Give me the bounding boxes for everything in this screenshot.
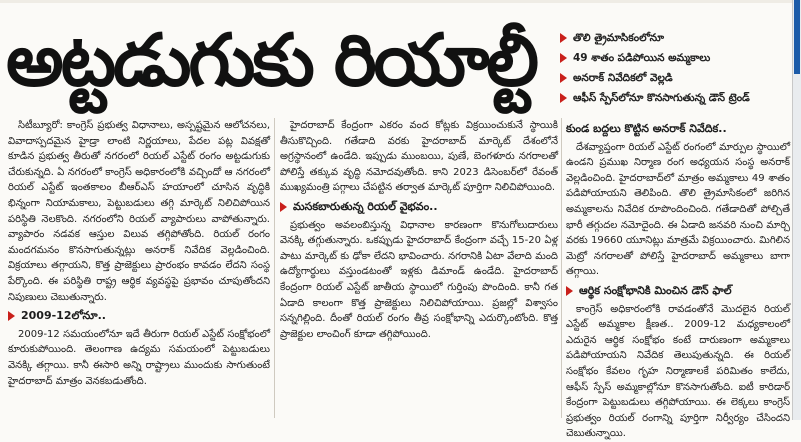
- headline: అట్టడుగుకు రియాల్టీ: [6, 18, 537, 102]
- adjacent-page-strip: [792, 0, 801, 420]
- column-divider: [274, 118, 275, 418]
- subheading: ఆర్థిక సంక్షోభానికి మించిన డౌన్ ఫాల్: [566, 283, 790, 299]
- bullet-triangle-icon: [280, 202, 287, 212]
- body-paragraph: 2009-12 సమయంలోనూ ఇదే తీరుగా రియల్ ఎస్టేట్ సంక్షోభంలో కూరుకుపోయింది. తెలంగాణ ఉద్యమ సమయంలో పెట్టుబడులు వెనక్కి తగ్గాయి. కానీ ఈసారి అన్ని రాష్ట్రాలు ముందుకు సాగుతుంటే హైదరాబాద్ మాత్రం వెనకబడుతోంది.: [8, 328, 270, 387]
- subheading: కుండ బద్దలు కొట్టిన అనరాక్ నివేదిక..: [566, 122, 727, 135]
- bullet-triangle-icon: [560, 73, 567, 83]
- deck-line: తొలి త్రైమాసికంలోనూ: [560, 28, 782, 48]
- column-1: [8, 118, 270, 418]
- bullet-triangle-icon: [566, 286, 573, 296]
- deck-line: అనరాక్ నివేదికలో వెల్లడి: [560, 68, 782, 88]
- deck-line: 49 శాతం పడిపోయిన అమ్మకాలు: [560, 48, 782, 68]
- bullet-triangle-icon: [560, 93, 567, 103]
- column-divider: [561, 118, 562, 418]
- body-paragraph: హైదరాబాద్ కేంద్రంగా ఎకరం వంద కోట్లకు విక్రయించుకునే స్థాయికి తీసుకొచ్చింది. గతేడాది వరకు హైదరాబాద్ మార్కెట్ దేశంలోనే అగ్రస్థానంలో ఉండేది. ఇప్పుడు ముంబయి, పుణే, బెంగళూరు నగరాలతో పోలిస్తే తక్కువ వృద్ధి నమోదవుతోంది. కాని 2023 డిసెంబర్‌లో రేవంత్ ముఖ్యమంత్రి పగ్గాలు చేపట్టిన తర్వాత మార్కెట్ పూర్తిగా నిలిచిపోయింది.: [280, 120, 558, 194]
- body-paragraph: సిటీబ్యూరో: కాంగ్రెస్ ప్రభుత్వ విధానాలు, అస్పష్టమైన ఆలోచనలు, వివాదాస్పదమైన హైడ్రా లాంటి నిర్ణయాలు, పేదల పట్ల వివక్షతో కూడిన ప్రభుత్వ తీరుతో నగరంలో రియల్ ఎస్టేట్ రంగం అట్టడుగుకు చేరుకున్నది. ఏ నగరంలో కాంగ్రెస్ అధికారంలోకి వచ్చిందో ఆ నగరంలో రియల్ ఎస్టేట్ ఇంతకాలం బీఆర్ఎస్ హయాంలో చూసిన వృద్ధికి భిన్నంగా నియామకాలు, పెట్టుబడులు తగ్గి మార్కెట్ నిలిచిపోయిన పరిస్థితి నెలకొంది. నగరంలోని రియల్ వ్యాపారులు వాపోతున్నారు. వ్యాపారం నడవక ఆస్తుల విలువ తగ్గిపోతోంది. రియల్ రంగం మందగమనం కొనసాగుతున్నట్లు అనరాక్ నివేదిక వెల్లడించింది. విక్రయాలు తగ్గాయని, కొత్త ప్రాజెక్టులు ప్రారంభం కావడం లేదని సంస్థ పేర్కొంది. ఈ పరిస్థితి రాష్ట్ర ఆర్థిక వ్యవస్థపై ప్రభావం చూపుతోందని నిపుణులు చెబుతున్నారు.: [8, 120, 270, 303]
- subheading: 2009-12లోనూ..: [8, 308, 270, 324]
- adjacent-page-color-block: [794, 0, 800, 74]
- deck-line: ఆఫీస్ స్పేస్‌లోనూ కొనసాగుతున్న డౌన్ ట్రెండ్: [560, 88, 782, 108]
- bullet-triangle-icon: [560, 33, 567, 43]
- bullet-triangle-icon: [8, 311, 15, 321]
- deck: [560, 28, 782, 108]
- body-paragraph: కాంగ్రెస్ అధికారంలోకి రావడంతోనే మొదలైన రియల్ ఎస్టేట్ అమ్మకాల క్షీణత.. 2009-12 మధ్యకాలంలో ఎదురైన ఆర్థిక సంక్షోభం కంటే దారుణంగా అమ్మకాలు పడిపోయాయని నివేదిక తెలుపుతున్నది. ఈ రియల్ సంక్షోభం కేవలం గృహ నిర్మాణాలకే పరిమితం కాలేదు, ఆఫీస్ స్పేస్ అమ్మకాల్లోనూ కొనసాగుతోంది. ఐటీ కారిడార్ కేంద్రంగా పెట్టుబడులు తగ్గిపోయాయి. ఈ లెక్కలు కాంగ్రెస్ ప్రభుత్వం రియల్ రంగాన్ని పూర్తిగా నిర్వీర్యం చేసిందని చెబుతున్నాయి.: [566, 303, 790, 440]
- column-3: [566, 118, 790, 440]
- body-paragraph: దేశవ్యాప్తంగా రియల్ ఎస్టేట్ రంగంలో మార్పుల స్థాయిలో ఉండని ప్రముఖ నిర్మాణ రంగ అధ్యయన సంస్థ అనరాక్ వెల్లడించింది. హైదరాబాద్‌లో మాత్రం అమ్మకాలు 49 శాతం పడిపోయాయని తెలిపింది. తొలి త్రైమాసికంలో జరిగిన అమ్మకాలను నివేదిక రూపొందించింది. గతేడాదితో పోల్చితే భారీ తగ్గుదల నమోదైంది. ఈ ఏడాది జనవరి నుంచి మార్చి వరకు 19660 యూనిట్లు మాత్రమే విక్రయించారు. మిగిలిన మెట్రో నగరాలతో పోలిస్తే హైదరాబాద్ అమ్మకాలు బాగా తగ్గాయి.: [566, 141, 790, 278]
- body-paragraph: ప్రభుత్వం అవలంబిస్తున్న విధానాల కారణంగా కొనుగోలుదారులు వెనక్కి తగ్గుతున్నారు. ఒకప్పుడు హైదరాబాద్ కేంద్రంగా వచ్చే 15-20 ఏళ్ల పాటు మార్కెట్ కు ఢోకా లేదని భావించారు. నగరానికి ఏటా వేలాది మంది ఉద్యోగార్థులు వస్తుండటంతో ఇళ్లకు డిమాండ్ ఉండేది. హైదరాబాద్ కేంద్రంగా రియల్ ఎస్టేట్ జాతీయ స్థాయిలో గుర్తింపు పొందింది. కానీ గత ఏడాది కాలంగా కొత్త ప్రాజెక్టులు నిలిచిపోయాయి. ప్రజల్లో విశ్వాసం సన్నగిల్లింది. దీంతో రియల్ రంగం తీవ్ర సంక్షోభాన్ని ఎదుర్కొంటోంది. కొత్త ప్రాజెక్టుల లాంచింగ్ కూడా తగ్గిపోయింది.: [280, 219, 558, 340]
- top-border: [0, 0, 800, 3]
- bullet-triangle-icon: [560, 53, 567, 63]
- subheading: మసకబారుతున్న రియల్ వైభవం..: [280, 199, 558, 215]
- column-2: [280, 118, 558, 418]
